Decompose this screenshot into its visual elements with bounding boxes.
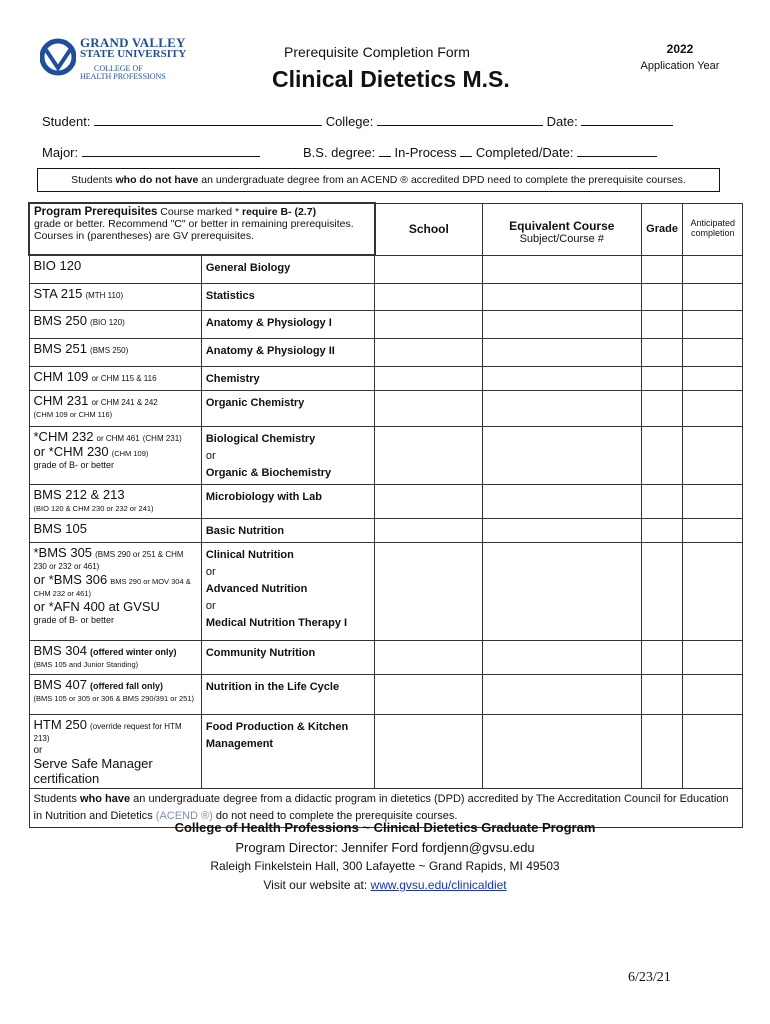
equivalent-course-cell[interactable]	[482, 338, 641, 366]
equiv-subtitle: Subject/Course #	[519, 233, 604, 245]
dpd-notice-emphasis: who have	[79, 792, 131, 805]
college-field[interactable]	[377, 113, 543, 126]
application-year-label: Application Year	[640, 60, 720, 72]
table-row	[29, 518, 743, 542]
course-cell	[29, 640, 201, 674]
course-cell	[29, 338, 201, 366]
grade-cell[interactable]	[641, 255, 683, 283]
school-cell[interactable]	[375, 714, 483, 788]
course-note: (override request for HTM 213)	[33, 721, 182, 743]
grade-note: grade of B- or better	[33, 459, 115, 470]
anticipated-cell[interactable]	[683, 283, 743, 310]
notice-text: Students	[71, 174, 116, 186]
grade-cell[interactable]	[641, 484, 683, 518]
website-label: Visit our website at:	[263, 878, 371, 892]
dpd-notice-mid: an undergraduate degree from a didactic program in dietetics (DPD) accredited by The Accreditation Council for Education in Nutrition and Dietetics	[33, 792, 729, 822]
school-cell[interactable]	[375, 255, 483, 283]
course-cell	[29, 283, 201, 310]
equivalent-course-cell[interactable]	[482, 542, 641, 640]
course-note: or CHM 241 & 242	[91, 397, 158, 407]
table-row	[29, 310, 743, 338]
offering-note: (offered fall only)	[90, 680, 164, 691]
table-header-row	[29, 203, 743, 255]
equivalent-course-cell[interactable]	[482, 283, 641, 310]
footer-website	[0, 878, 770, 892]
equiv-title: Equivalent Course	[509, 219, 615, 233]
course-code: CHM 109	[33, 368, 89, 384]
anticipated-cell[interactable]	[683, 484, 743, 518]
course-subject: Anatomy & Physiology II	[205, 344, 335, 357]
major-label: Major:	[42, 145, 79, 160]
equivalent-course-cell[interactable]	[482, 255, 641, 283]
logo-line-3: COLLEGE OF	[94, 64, 143, 73]
form-subtitle: Prerequisite Completion Form	[284, 44, 470, 60]
course-cell	[29, 366, 201, 390]
subject-or: or	[205, 565, 216, 578]
course-code: BMS 105	[33, 520, 87, 536]
notice-emphasis: who do not have	[115, 174, 199, 186]
school-cell[interactable]	[375, 338, 483, 366]
equivalent-course-cell[interactable]	[482, 640, 641, 674]
course-code-alt-2: or *AFN 400 at GVSU	[33, 598, 160, 614]
equivalent-course-cell[interactable]	[482, 390, 641, 426]
school-cell[interactable]	[375, 310, 483, 338]
school-cell[interactable]	[375, 542, 483, 640]
course-note: (BMS 290 or 251 & CHM 230 or 232 or 461)	[33, 549, 184, 571]
table-row	[29, 542, 743, 640]
table-row	[29, 484, 743, 518]
equivalent-course-cell[interactable]	[482, 366, 641, 390]
date-label: Date:	[546, 114, 578, 129]
course-prereq-note: (CHM 109)	[111, 448, 149, 458]
footer-program: College of Health Professions ~ Clinical Dietetics Graduate Program	[174, 820, 596, 835]
major-row	[42, 144, 657, 160]
course-cell	[29, 518, 201, 542]
course-subject: Chemistry	[205, 372, 260, 385]
footer-address: Raleigh Finkelstein Hall, 300 Lafayette ~ Grand Rapids, MI 49503	[210, 859, 560, 873]
table-row	[29, 674, 743, 714]
student-row	[42, 113, 673, 129]
form-title: Clinical Dietetics M.S.	[272, 66, 510, 92]
completed-label: Completed/Date:	[475, 145, 574, 160]
course-code: BMS 212 & 213	[33, 486, 125, 502]
grade-cell[interactable]	[641, 390, 683, 426]
revision-date: 6/23/21	[628, 970, 671, 985]
anticipated-cell[interactable]	[683, 338, 743, 366]
course-subject: Statistics	[205, 289, 255, 302]
course-cell	[29, 310, 201, 338]
course-code-alt: Serve Safe Manager certification	[33, 755, 153, 786]
grade-cell[interactable]	[641, 542, 683, 640]
course-prereq-note: (BMS 105 or 305 or 306 & BMS 290/391 or 251)	[33, 693, 195, 703]
course-code: BMS 407	[33, 676, 87, 692]
course-subject: Food Production & Kitchen	[205, 720, 349, 733]
course-prereq-note: (CHM 109 or CHM 116)	[33, 409, 113, 419]
application-year: 2022	[666, 42, 694, 56]
course-subject: General Biology	[205, 262, 291, 274]
subject-cell	[201, 518, 374, 542]
course-code: HTM 250	[33, 716, 87, 732]
or-text: or	[33, 744, 43, 756]
table-row	[29, 255, 743, 283]
school-cell[interactable]	[375, 366, 483, 390]
course-code-alt: or *BMS 306	[33, 571, 108, 587]
subject-cell	[201, 714, 374, 788]
course-subject: Clinical Nutrition	[205, 548, 294, 561]
logo-line-1: GRAND VALLEY	[80, 35, 186, 50]
subject-or-2: or	[205, 599, 216, 612]
program-note-bold: require B- (2.7)	[241, 206, 317, 218]
course-note: (MTH 110)	[85, 290, 124, 300]
school-cell[interactable]	[375, 426, 483, 484]
course-note: (BIO 120)	[90, 317, 125, 327]
anticipated-cell[interactable]	[683, 640, 743, 674]
course-code: BMS 251	[33, 340, 87, 356]
anticipated-cell[interactable]	[683, 518, 743, 542]
completed-checkbox[interactable]	[460, 144, 472, 157]
course-code: BMS 250	[33, 312, 87, 328]
grade-cell[interactable]	[641, 640, 683, 674]
course-note: (BMS 250)	[90, 345, 129, 355]
subject-or: or	[205, 449, 216, 462]
dpd-notice-end: do not need to complete the prerequisite courses.	[212, 809, 458, 822]
course-subject: Microbiology with Lab	[205, 490, 322, 503]
course-note-b: (CHM 231)	[142, 433, 182, 443]
anticipated-cell[interactable]	[683, 542, 743, 640]
student-field[interactable]	[94, 113, 322, 126]
course-code: STA 215	[33, 285, 83, 301]
gvsu-logo-icon	[40, 36, 76, 78]
course-subject: Nutrition in the Life Cycle	[205, 680, 340, 693]
course-code: *CHM 232	[33, 428, 94, 444]
course-cell	[29, 390, 201, 426]
grade-cell[interactable]	[641, 366, 683, 390]
table-row	[29, 640, 743, 674]
grade-note: grade of B- or better	[33, 614, 115, 625]
course-cell	[29, 542, 201, 640]
course-cell	[29, 714, 201, 788]
course-note: or CHM 461	[96, 433, 140, 443]
school-cell[interactable]	[375, 518, 483, 542]
subject-cell	[201, 390, 374, 426]
course-cell	[29, 255, 201, 283]
course-subject-alt-2: Medical Nutrition Therapy I	[205, 616, 348, 629]
school-cell[interactable]	[375, 674, 483, 714]
program-prereq-title: Program Prerequisites	[34, 206, 158, 218]
prerequisite-table	[28, 202, 743, 828]
grade-cell[interactable]	[641, 674, 683, 714]
course-code: CHM 231	[33, 392, 89, 408]
header-school: School	[375, 203, 483, 255]
course-subject: Basic Nutrition	[205, 524, 285, 537]
anticipated-cell[interactable]	[683, 390, 743, 426]
notice-text-rest: an undergraduate degree from an ACEND ® accredited DPD need to complete the prerequisite courses.	[198, 174, 686, 186]
table-row	[29, 714, 743, 788]
course-code: BMS 304	[33, 642, 87, 658]
subject-cell	[201, 338, 374, 366]
equivalent-course-cell[interactable]	[482, 484, 641, 518]
subject-cell	[201, 310, 374, 338]
major-field[interactable]	[82, 144, 260, 157]
course-code-alt: or *CHM 230	[33, 443, 109, 459]
grade-cell[interactable]	[641, 714, 683, 788]
college-label: College:	[325, 114, 374, 129]
anticipated-cell[interactable]	[683, 714, 743, 788]
course-note: or CHM 115 & 116	[91, 373, 157, 383]
student-label: Student:	[42, 114, 91, 129]
grade-cell[interactable]	[641, 518, 683, 542]
subject-cell	[201, 640, 374, 674]
date-field[interactable]	[581, 113, 673, 126]
footer-director: Program Director: Jennifer Ford fordjenn@gvsu.edu	[235, 840, 535, 855]
table-row	[29, 338, 743, 366]
anticipated-cell[interactable]	[683, 366, 743, 390]
anticipated-cell[interactable]	[683, 255, 743, 283]
subject-cell	[201, 366, 374, 390]
table-row	[29, 366, 743, 390]
acend-label: (ACEND ®)	[155, 809, 213, 822]
bs-degree-label: B.S. degree:	[303, 145, 376, 160]
logo-line-4: HEALTH PROFESSIONS	[80, 72, 166, 81]
school-cell[interactable]	[375, 390, 483, 426]
header-anticipated: Anticipated completion	[683, 203, 743, 255]
course-subject: Biological Chemistry	[205, 432, 316, 445]
course-subject: Organic Chemistry	[205, 396, 305, 409]
course-cell	[29, 426, 201, 484]
offering-note: (offered winter only)	[90, 646, 177, 657]
equivalent-course-cell[interactable]	[482, 310, 641, 338]
completed-date-field[interactable]	[577, 144, 657, 157]
subject-cell	[201, 674, 374, 714]
header-grade: Grade	[641, 203, 683, 255]
equivalent-course-cell[interactable]	[482, 714, 641, 788]
dpd-notice-text: Students	[33, 792, 80, 805]
grade-cell[interactable]	[641, 426, 683, 484]
school-cell[interactable]	[375, 640, 483, 674]
equivalent-course-cell[interactable]	[482, 674, 641, 714]
table-row	[29, 426, 743, 484]
program-note-b: grade or better. Recommend "C" or better in remaining prerequisites. Courses in (parentheses) are GV prerequisites.	[34, 218, 354, 242]
logo-line-2: STATE UNIVERSITY	[80, 48, 187, 60]
course-subject-alt: Advanced Nutrition	[205, 582, 308, 595]
subject-cell	[201, 283, 374, 310]
course-cell	[29, 484, 201, 518]
subject-cell	[201, 426, 374, 484]
course-subject-alt: Organic & Biochemistry	[205, 466, 332, 479]
subject-cell	[201, 255, 374, 283]
course-prereq-note: BMS 290 or MOV 304 & CHM 232 or 461)	[33, 576, 191, 598]
subject-cell	[201, 484, 374, 518]
course-subject: Community Nutrition	[205, 646, 316, 659]
course-code: *BMS 305	[33, 544, 93, 560]
in-process-checkbox[interactable]	[379, 144, 391, 157]
equivalent-course-cell[interactable]	[482, 518, 641, 542]
website-link[interactable]: www.gvsu.edu/clinicaldiet	[370, 878, 507, 892]
header-equivalent-course	[482, 203, 641, 255]
grade-cell[interactable]	[641, 338, 683, 366]
table-row	[29, 390, 743, 426]
grade-cell[interactable]	[641, 283, 683, 310]
equivalent-course-cell[interactable]	[482, 426, 641, 484]
school-cell[interactable]	[375, 283, 483, 310]
header-program-prerequisites	[29, 203, 375, 255]
prerequisite-notice	[37, 168, 720, 192]
course-cell	[29, 674, 201, 714]
in-process-label: In-Process	[394, 145, 457, 160]
course-prereq-note: (BIO 120 & CHM 230 or 232 or 241)	[33, 503, 154, 513]
table-row	[29, 283, 743, 310]
course-code: BIO 120	[33, 258, 82, 273]
anticipated-cell[interactable]	[683, 674, 743, 714]
course-subject: Anatomy & Physiology I	[205, 316, 332, 329]
grade-cell[interactable]	[641, 310, 683, 338]
anticipated-cell[interactable]	[683, 426, 743, 484]
anticipated-cell[interactable]	[683, 310, 743, 338]
school-cell[interactable]	[375, 484, 483, 518]
course-prereq-note: (BMS 105 and Junior Standing)	[33, 659, 139, 669]
subject-cell	[201, 542, 374, 640]
program-note-a: Course marked *	[157, 206, 242, 218]
course-subject-alt: Management	[205, 737, 274, 750]
gvsu-logo	[40, 35, 187, 86]
